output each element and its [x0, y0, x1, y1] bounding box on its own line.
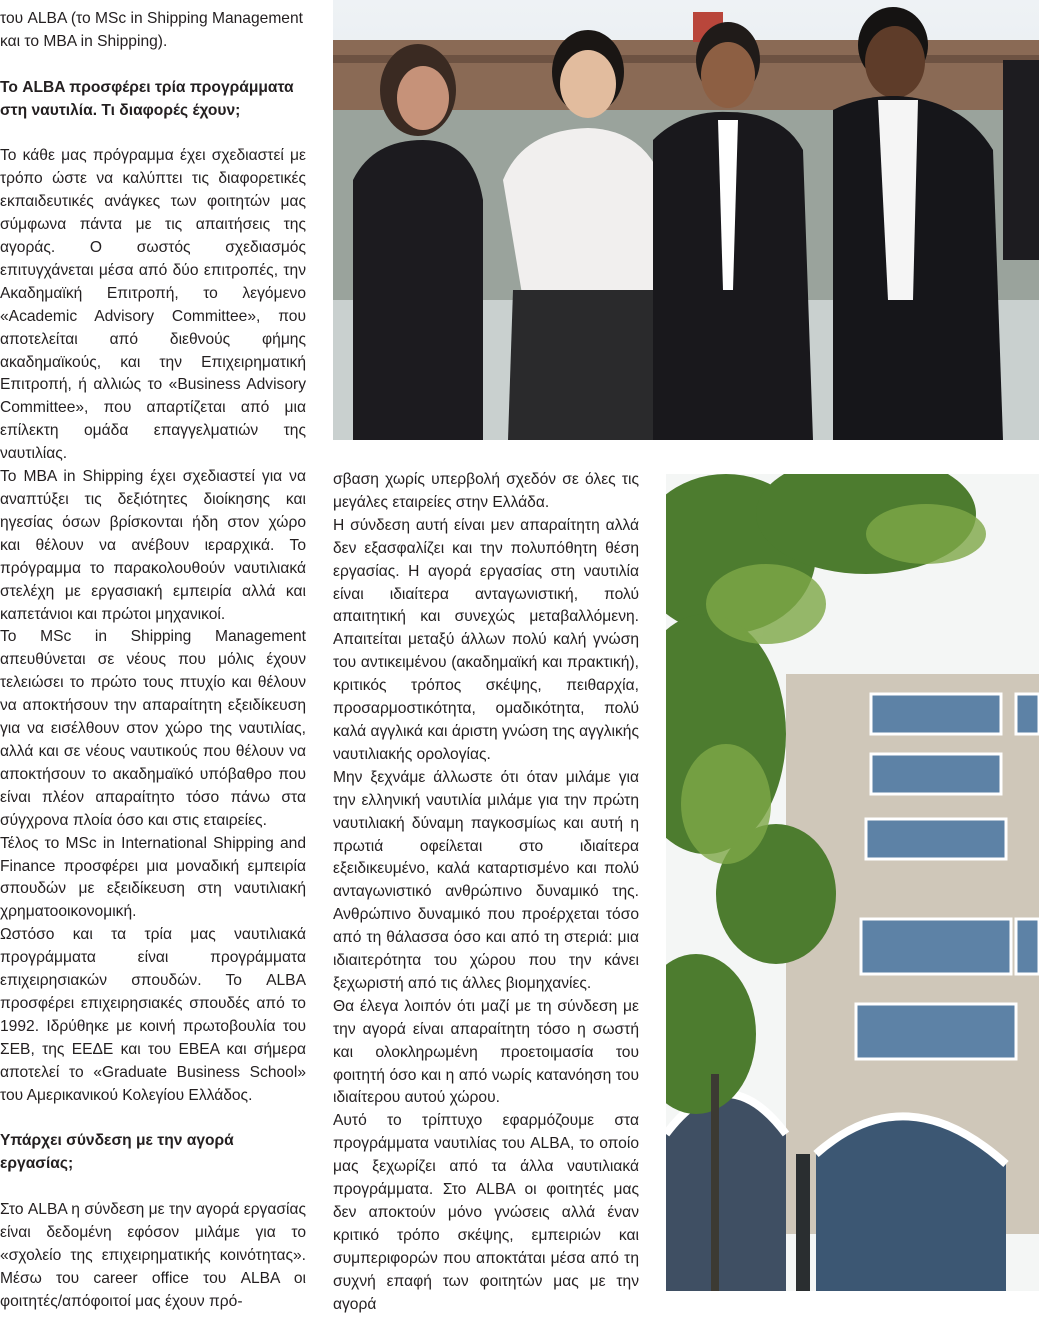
building-photo: [666, 474, 1039, 1291]
paragraph-msc-international-shipping: Τέλος το MSc in International Shipping and Finance προσφέρει μια μοναδική εμπειρία σπουδών με εξειδίκευση στη ναυτιλιακή χρηματοοικονομική.: [0, 834, 306, 921]
heading-job-market: Υπάρχει σύνδεση με την αγορά εργασίας;: [0, 1132, 234, 1173]
paragraph-greek-shipping: Μην ξεχνάμε άλλωστε ότι όταν μιλάμε για την ελληνική ναυτιλία μιλάμε για την πρώτη ναυτιλιακή δύναμη παγκοσμίως και αυτή η πρωτιά οφείλεται στο ιδιαίτερα εξειδικευμένο, καλά καταρτισμένο και πολύ ανταγωνιστικό ανθρώπινο δυναμικό της. Ανθρώπινο δυναμικό που προέρχεται τόσο από τη θάλασσα όσο και από τη στεριά: μια ιδιαιτερότητα του χώρου που την κάνει ξεχωριστή από τις άλλες βιομηχανίες.: [333, 768, 639, 992]
paragraph-preparation: Θα έλεγα λοιπόν ότι μαζί με τη σύνδεση με την αγορά είναι απαραίτητη τόσο η σωστή και ολοκληρωμένη προετοιμασία του φοιτητή όσο και η από νωρίς κατανόηση του ιδιαίτερου αυτού χώρου.: [333, 997, 639, 1107]
heading-three-programs: Το ALBA προσφέρει τρία προγράμματα στη ναυτιλία. Τι διαφορές έχουν;: [0, 78, 294, 119]
intro-line-1: του ALBA (το MSc in Shipping Management: [0, 10, 303, 27]
paragraph-business-studies: Ωστόσο και τα τρία μας ναυτιλιακά προγράμματα είναι προγράμματα επιχειρησιακών σπουδών. Το ALBA προσφέρει επιχειρησιακές σπουδές από το 1992. Ιδρύθηκε με κοινή πρωτοβουλία του ΣΕΒ, της ΕΕΔΕ και του ΕΒΕΑ και σήμερα αποτελεί το «Graduate Business School» του Αμερικανικού Κολεγίου Ελλάδος.: [0, 926, 306, 1104]
paragraph-access-companies: σβαση χωρίς υπερβολή σχεδόν σε όλες τις μεγάλες εταιρείες στην Ελλάδα.: [333, 471, 639, 511]
paragraph-program-design: Το κάθε μας πρόγραμμα έχει σχεδιαστεί με τρόπο ώστε να καλύπτει τις διαφορετικές εκπαιδευτικές ανάγκες των φοιτητών μας σύμφωνα πάντα με τις απαιτήσεις της αγοράς. Ο σωστός σχεδιασμός επιτυγχάνεται μέσα από δύο επιτροπές, την Ακαδημαϊκή Επιτροπή, το λεγόμενο «Academic Advisory Committee», που αποτελείται από διεθνούς φήμης ακαδημαϊκούς, και την Επιχειρηματική Επιτροπή, ή αλλιώς το «Business Advisory Committee», που απαρτίζεται από μια επίλεκτη ομάδα επαγγελματιών της ναυτιλίας.: [0, 147, 306, 463]
paragraph-msc-shipping-management: Το MSc in Shipping Management απευθύνεται σε νέους που μόλις έχουν τελειώσει το πρώτο τους πτυχίο και θέλουν να αποκτήσουν την απαραίτητη εξειδίκευση για να εισέλθουν στον χώρο της ναυτιλίας, αλλά και σε νέους ναυτικούς που θέλουν να αποκτήσουν το ακαδημαϊκό υπόβαθρο που είναι πλέον απαραίτητο τόσο πάνω στα σύγχρονα πλοία όσο και στις εταιρείες.: [0, 628, 306, 829]
middle-text-column: [333, 469, 639, 1317]
paragraph-career-office: Στο ALBA η σύνδεση με την αγορά εργασίας είναι δεδομένη εφόσον μιλάμε για το «σχολείο της επιχειρηματικής κοινότητας». Μέσω του career office του ALBA οι φοιτητές/απόφοιτοί μας έχουν πρό-: [0, 1201, 306, 1310]
paragraph-triptych: Αυτό το τρίπτυχο εφαρμόζουμε στα προγράμματα ναυτιλίας του ALBA, το οποίο μας ξεχωρίζει από τα άλλα ναυτιλιακά προγράμματα. Στο ALBA οι φοιτητές μας δεν αποκτούν μόνο γνώσεις αλλά έναν κριτικό τρόπο σκέψης, εμπειριών και συμπεριφορών που αποκτάται μέσα από τη συχνή επαφή των φοιτητών μας με την αγορά: [333, 1112, 639, 1313]
students-photo: [333, 0, 1039, 440]
left-text-column: [0, 8, 306, 1314]
paragraph-job-market-requirements: Η σύνδεση αυτή είναι μεν απαραίτητη αλλά δεν εξασφαλίζει και την πολυπόθητη θέση εργασίας. Η αγορά εργασίας στη ναυτιλία είναι ιδιαίτερα ανταγωνιστική, πολύ απαιτητική και συνεχώς μεταβαλλόμενη. Απαιτείται μεταξύ άλλων πολύ καλή γνώση του αντικειμένου (ακαδημαϊκή και πρακτική), κριτικός τρόπος σκέψης, πειθαρχία, προσαρμοστικότητα, ομαδικότητα, πολύ καλά αγγλικά και άριστη γνώση της αγγλικής ναυτιλιακής ορολογίας.: [333, 516, 639, 763]
paragraph-mba-shipping: Το MBA in Shipping έχει σχεδιαστεί για να αναπτύξει τις δεξιότητες διοίκησης και ηγεσίας όσων βρίσκονται ήδη στον χώρο και θέλουν να ανέβουν ιεραρχικά. Το πρόγραμμα το παρακολουθούν ναυτιλιακά στελέχη με εργασιακή εμπειρία αλλά και καπετάνιοι και πρώτοι μηχανικοί.: [0, 468, 306, 623]
intro-line-2: και το MBA in Shipping).: [0, 32, 168, 50]
